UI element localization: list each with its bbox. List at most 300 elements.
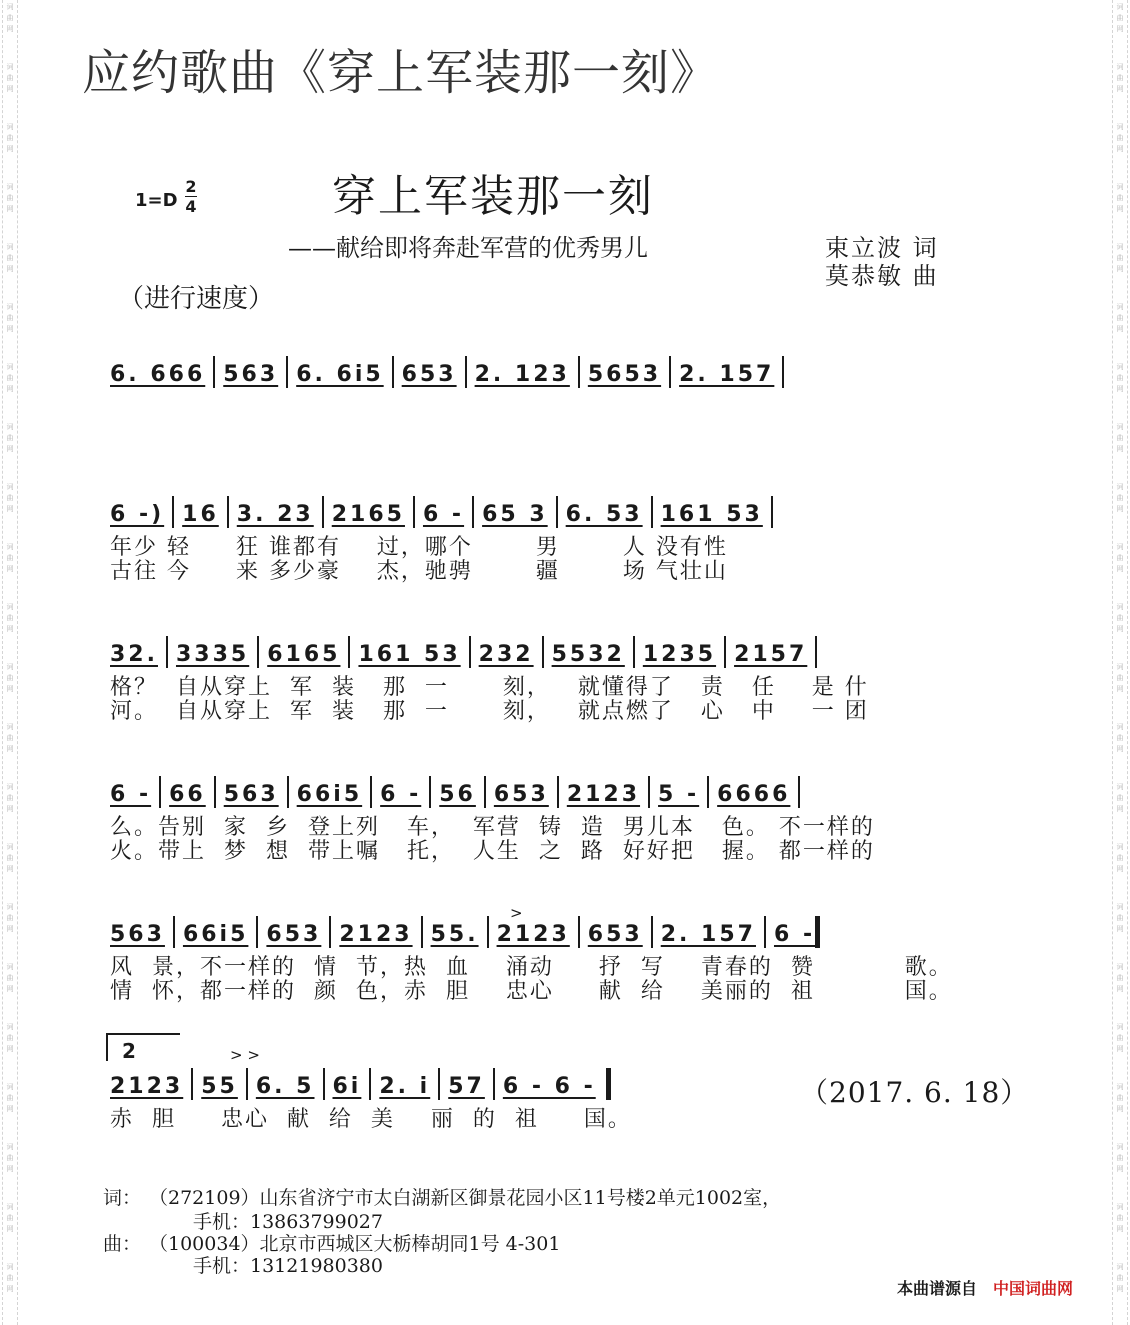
watermark-mark [3,480,17,540]
watermark-char: 曲 [1116,674,1124,682]
watermark-char: 曲 [6,194,14,202]
measure: 653 [401,362,457,387]
measure: 55. [430,922,479,947]
watermark-char: 网 [1116,805,1124,813]
lyricist-label: 词： [103,1187,142,1209]
repeat-end-barline [815,916,820,948]
watermark-mark [1113,0,1127,60]
watermark-char: 网 [1116,565,1124,573]
barline [370,776,372,808]
barline [214,776,216,808]
watermark-mark [3,900,17,960]
measure: 232 [478,642,534,667]
watermark-mark [3,1200,17,1260]
watermark-mark [3,300,17,360]
watermark-char: 曲 [1116,434,1124,442]
watermark-mark [1113,1260,1127,1320]
watermark-char: 网 [6,1225,14,1233]
key-signature: 1=D [135,190,178,211]
barline [633,636,635,668]
watermark-char: 网 [1116,1165,1124,1173]
watermark-char: 曲 [1116,854,1124,862]
measure: 2. i [379,1074,431,1099]
watermark-char: 网 [6,865,14,873]
watermark-char: 网 [6,385,14,393]
watermark-char: 词 [6,903,14,911]
measure: 2. 157 [679,362,775,387]
watermark-char: 网 [6,85,14,93]
barline [438,1068,440,1100]
lyric-verse-2: 情 怀，都一样的 颜 色，赤 胆 忠心 献 给 美丽的 祖 国。 [110,979,953,1004]
watermark-char: 曲 [6,794,14,802]
watermark-char: 网 [6,985,14,993]
watermark-char: 词 [1116,1083,1124,1091]
watermark-char: 网 [1116,1105,1124,1113]
measure: 563 [223,782,279,807]
second-ending-bracket [106,1033,180,1061]
watermark-char: 曲 [6,134,14,142]
accent-mark: > > [230,1046,260,1064]
barline [392,356,394,388]
watermark-mark [1113,360,1127,420]
measure: 55 [201,1074,238,1099]
watermark-char: 曲 [6,374,14,382]
measure: 16 [182,502,219,527]
composer-address: （100034）北京市西城区大栃棒胡同1号 4-301 [149,1233,561,1255]
lyric-ending: 赤 胆 忠心 献 给 美 丽 的 祖 国。 [110,1107,632,1132]
measure: 56 [439,782,476,807]
barline [287,776,289,808]
time-signature [185,178,197,215]
barline [556,496,558,528]
final-barline [606,1068,611,1100]
watermark-mark [1113,60,1127,120]
measure: 653 [266,922,322,947]
watermark-char: 词 [1116,363,1124,371]
measure: 6 -) [110,502,165,527]
notation-line [110,1060,790,1100]
meter-bottom: 4 [185,197,197,216]
watermark-char: 曲 [6,1214,14,1222]
watermark-char: 词 [6,63,14,71]
lyric-verse-1: 年少 轻 狂 谁都有 过，哪个 男 人 没有性 [110,535,728,560]
volta-number: 2 [122,1039,136,1063]
meter-top: 2 [185,177,197,196]
watermark-char: 网 [6,745,14,753]
barline [429,776,431,808]
watermark-char: 词 [6,1143,14,1151]
watermark-char: 词 [1116,1203,1124,1211]
watermark-char: 词 [6,843,14,851]
watermark-char: 曲 [1116,374,1124,382]
barline [493,1068,495,1100]
measure: 6 - [110,782,152,807]
composer-credit: 莫恭敏 曲 [825,262,939,290]
watermark-char: 网 [6,25,14,33]
barline [815,636,817,668]
lyric-verse-1: 格？ 自从穿上 军 装 那 一 刻， 就懂得了 责 任 是 什 [110,675,869,700]
watermark-char: 网 [6,505,14,513]
watermark-char: 曲 [1116,794,1124,802]
watermark-char: 曲 [6,674,14,682]
watermark-char: 网 [1116,625,1124,633]
barline [798,776,800,808]
watermark-char: 曲 [1116,734,1124,742]
watermark-char: 曲 [6,254,14,262]
barline [172,496,174,528]
watermark-char: 词 [6,123,14,131]
score-system-1 [110,348,1040,388]
watermark-mark [3,180,17,240]
watermark-char: 词 [6,1023,14,1031]
watermark-char: 曲 [6,74,14,82]
barline [256,916,258,948]
watermark-char: 词 [1116,123,1124,131]
watermark-char: 词 [1116,1263,1124,1271]
song-subtitle: ——献给即将奔赴军营的优秀男儿 [288,234,648,262]
watermark-char: 网 [6,805,14,813]
measure: 6. 666 [110,362,206,387]
watermark-char: 网 [6,145,14,153]
barline [166,636,168,668]
watermark-char: 曲 [6,1154,14,1162]
watermark-char: 网 [1116,85,1124,93]
watermark-mark [3,540,17,600]
watermark-mark [3,420,17,480]
barline [173,916,175,948]
score-system-6 [110,1060,790,1132]
watermark-mark [3,240,17,300]
watermark-char: 网 [1116,925,1124,933]
watermark-char: 网 [6,565,14,573]
watermark-char: 词 [1116,963,1124,971]
score-system-5 [110,908,1040,1004]
watermark-char: 网 [1116,445,1124,453]
watermark-char: 词 [6,3,14,11]
measure: 66i5 [182,922,249,947]
measure: 6. 53 [565,502,643,527]
watermark-char: 曲 [6,734,14,742]
watermark-mark [1113,420,1127,480]
barline [191,1068,193,1100]
watermark-char: 词 [1116,663,1124,671]
watermark-char: 曲 [6,1274,14,1282]
measure: 2123 [110,1074,184,1099]
watermark-mark [1113,960,1127,1020]
measure: 2. 123 [474,362,570,387]
barline [257,636,259,668]
watermark-char: 网 [6,205,14,213]
measure: 3335 [175,642,250,667]
watermark-char: 曲 [1116,254,1124,262]
barline [557,776,559,808]
watermark-mark [3,360,17,420]
watermark-mark [1113,720,1127,780]
measure: 161 53 [660,502,763,527]
barline [159,776,161,808]
barline [469,636,471,668]
watermark-char: 词 [1116,1023,1124,1031]
source-site-link[interactable]: 中国词曲网 [993,1279,1074,1298]
accent-mark: > [510,904,523,922]
watermark-char: 曲 [1116,74,1124,82]
measure: 2123 [496,922,570,947]
measure: 66i5 [296,782,363,807]
measure: 6i [332,1074,362,1099]
lyric-verse-2: 河。 自从穿上 军 装 那 一 刻， 就点燃了 心 中 一 团 [110,699,869,724]
watermark-char: 网 [1116,1225,1124,1233]
measure: 563 [223,362,279,387]
barline [542,636,544,668]
lyricist-address: （272109）山东省济宁市太白湖新区御景花园小区11号楼2单元1002室， [149,1187,782,1209]
barline [472,496,474,528]
lyric-verse-2: 古往 今 来 多少豪 杰，驰骋 疆 场 气壮山 [110,559,728,584]
watermark-char: 词 [6,1263,14,1271]
watermark-mark [3,840,17,900]
notation-line [110,768,1040,808]
watermark-char: 词 [6,1203,14,1211]
measure: 2157 [734,642,808,667]
watermark-char: 词 [6,1083,14,1091]
watermark-char: 词 [6,603,14,611]
watermark-char: 网 [1116,325,1124,333]
barline [322,496,324,528]
barline [707,776,709,808]
watermark-mark [1113,900,1127,960]
composition-date: （2017. 6. 18） [800,1076,1030,1109]
measure: 5532 [551,642,625,667]
barline [724,636,726,668]
watermark-char: 词 [1116,843,1124,851]
measure: 65 3 [482,502,548,527]
notation-line [110,488,1040,528]
score-system-4 [110,768,1040,864]
watermark-char: 网 [1116,145,1124,153]
barline [484,776,486,808]
measure: 5 - [658,782,700,807]
watermark-mark [3,1080,17,1140]
watermark-mark [3,60,17,120]
watermark-char: 词 [1116,543,1124,551]
barline [329,916,331,948]
watermark-mark [1113,840,1127,900]
measure: 6 - [380,782,422,807]
watermark-mark [1113,540,1127,600]
watermark-char: 曲 [6,854,14,862]
watermark-mark [3,780,17,840]
watermark-char: 词 [1116,303,1124,311]
watermark-mark [3,660,17,720]
measure: 161 53 [358,642,461,667]
watermark-mark [1113,660,1127,720]
barline [782,356,784,388]
watermark-char: 词 [1116,903,1124,911]
lyric-verse-2: 火。带上 梦 想 带上嘱 托， 人生 之 路 好好把 握。 都一样的 [110,839,875,864]
watermark-char: 网 [1116,385,1124,393]
watermark-char: 曲 [1116,194,1124,202]
watermark-char: 词 [1116,783,1124,791]
lyricist-credit: 束立波 词 [825,234,939,262]
barline [421,916,423,948]
watermark-char: 网 [6,685,14,693]
barline [348,636,350,668]
measure: 6 - [773,922,816,947]
lyric-verse-1: 风 景，不一样的 情 节，热 血 涌动 抒 写 青春的 赞 歌。 [110,955,953,980]
watermark-char: 网 [1116,985,1124,993]
barline [771,496,773,528]
watermark-char: 曲 [6,1094,14,1102]
barline [578,356,580,388]
barline [213,356,215,388]
watermark-char: 词 [1116,603,1124,611]
watermark-char: 网 [1116,1045,1124,1053]
watermark-char: 网 [6,445,14,453]
watermark-char: 曲 [6,14,14,22]
watermark-mark [3,1140,17,1200]
watermark-char: 曲 [6,434,14,442]
watermark-char: 曲 [1116,554,1124,562]
measure: 66 [169,782,206,807]
watermark-char: 网 [6,265,14,273]
watermark-char: 曲 [1116,134,1124,142]
watermark-char: 网 [6,325,14,333]
watermark-char: 曲 [6,974,14,982]
watermark-char: 曲 [6,614,14,622]
composer-phone: 手机：13121980380 [193,1255,383,1277]
watermark-mark [3,1260,17,1320]
watermark-mark [1113,480,1127,540]
measure: 6666 [717,782,791,807]
watermark-char: 曲 [6,1034,14,1042]
watermark-mark [3,1020,17,1080]
score-system-3 [110,628,1040,724]
measure: 653 [493,782,549,807]
watermark-char: 曲 [1116,974,1124,982]
watermark-char: 网 [6,1045,14,1053]
barline [651,916,653,948]
barline [764,916,766,948]
watermark-char: 词 [6,303,14,311]
watermark-char: 曲 [6,314,14,322]
watermark-mark [1113,300,1127,360]
barline [323,1068,325,1100]
measure: 1235 [642,642,717,667]
barline [651,496,653,528]
barline [286,356,288,388]
watermark-strip-right [1112,0,1128,1325]
watermark-mark [1113,780,1127,840]
barline [227,496,229,528]
watermark-mark [1113,120,1127,180]
measure: 2165 [331,502,405,527]
watermark-strip-left [2,0,18,1325]
watermark-char: 曲 [6,494,14,502]
watermark-char: 词 [6,723,14,731]
measure: 6 - [422,502,465,527]
watermark-mark [1113,240,1127,300]
page-heading: 应约歌曲《穿上军装那一刻》 [82,45,720,101]
watermark-mark [1113,1140,1127,1200]
watermark-char: 网 [1116,205,1124,213]
song-title: 穿上军装那一刻 [332,171,654,222]
watermark-char: 词 [1116,3,1124,11]
measure: 653 [587,922,643,947]
watermark-char: 网 [6,1105,14,1113]
watermark-char: 词 [1116,423,1124,431]
watermark-char: 网 [6,1165,14,1173]
notation-line [110,628,1040,668]
watermark-mark [1113,180,1127,240]
composer-contact [103,1229,561,1277]
watermark-char: 曲 [1116,614,1124,622]
lyric-verse-1: 么。告别 家 乡 登上列 车， 军营 铸 造 男儿本 色。 不一样的 [110,815,875,840]
watermark-char: 网 [1116,265,1124,273]
watermark-mark [1113,1020,1127,1080]
watermark-char: 网 [1116,505,1124,513]
watermark-char: 词 [6,963,14,971]
score-system-2 [110,488,1040,584]
watermark-char: 词 [1116,63,1124,71]
measure: 2. 157 [660,922,756,947]
watermark-char: 网 [1116,25,1124,33]
watermark-char: 词 [6,483,14,491]
watermark-char: 词 [6,783,14,791]
watermark-char: 词 [1116,243,1124,251]
measure: 2123 [566,782,641,807]
watermark-char: 词 [6,423,14,431]
watermark-mark [1113,1080,1127,1140]
watermark-char: 曲 [1116,1154,1124,1162]
notation-line [110,348,1040,388]
watermark-char: 词 [6,243,14,251]
watermark-char: 网 [6,1285,14,1293]
watermark-char: 网 [6,925,14,933]
barline [487,916,489,948]
source-note [897,1276,1073,1299]
watermark-char: 曲 [6,554,14,562]
barline [669,356,671,388]
measure: 6. 6i5 [296,362,384,387]
watermark-char: 词 [6,363,14,371]
barline [413,496,415,528]
measure: 32. [110,642,158,667]
notation-line [110,908,1040,948]
watermark-char: 词 [1116,183,1124,191]
watermark-char: 词 [6,543,14,551]
barline [648,776,650,808]
measure: 3. 23 [236,502,314,527]
watermark-char: 曲 [1116,1034,1124,1042]
lyricist-contact [103,1183,782,1233]
watermark-char: 曲 [1116,1094,1124,1102]
watermark-char: 词 [6,663,14,671]
barline [465,356,467,388]
measure: 5653 [587,362,662,387]
watermark-char: 词 [1116,1143,1124,1151]
measure: 6 - 6 - [502,1074,596,1099]
barline [578,916,580,948]
watermark-mark [3,0,17,60]
lyricist-phone: 手机：13863799027 [193,1211,383,1233]
watermark-char: 网 [1116,1285,1124,1293]
measure: 57 [448,1074,485,1099]
watermark-char: 曲 [1116,314,1124,322]
watermark-char: 曲 [1116,1214,1124,1222]
watermark-mark [3,120,17,180]
watermark-char: 曲 [1116,494,1124,502]
measure: 2123 [339,922,413,947]
watermark-char: 网 [1116,865,1124,873]
